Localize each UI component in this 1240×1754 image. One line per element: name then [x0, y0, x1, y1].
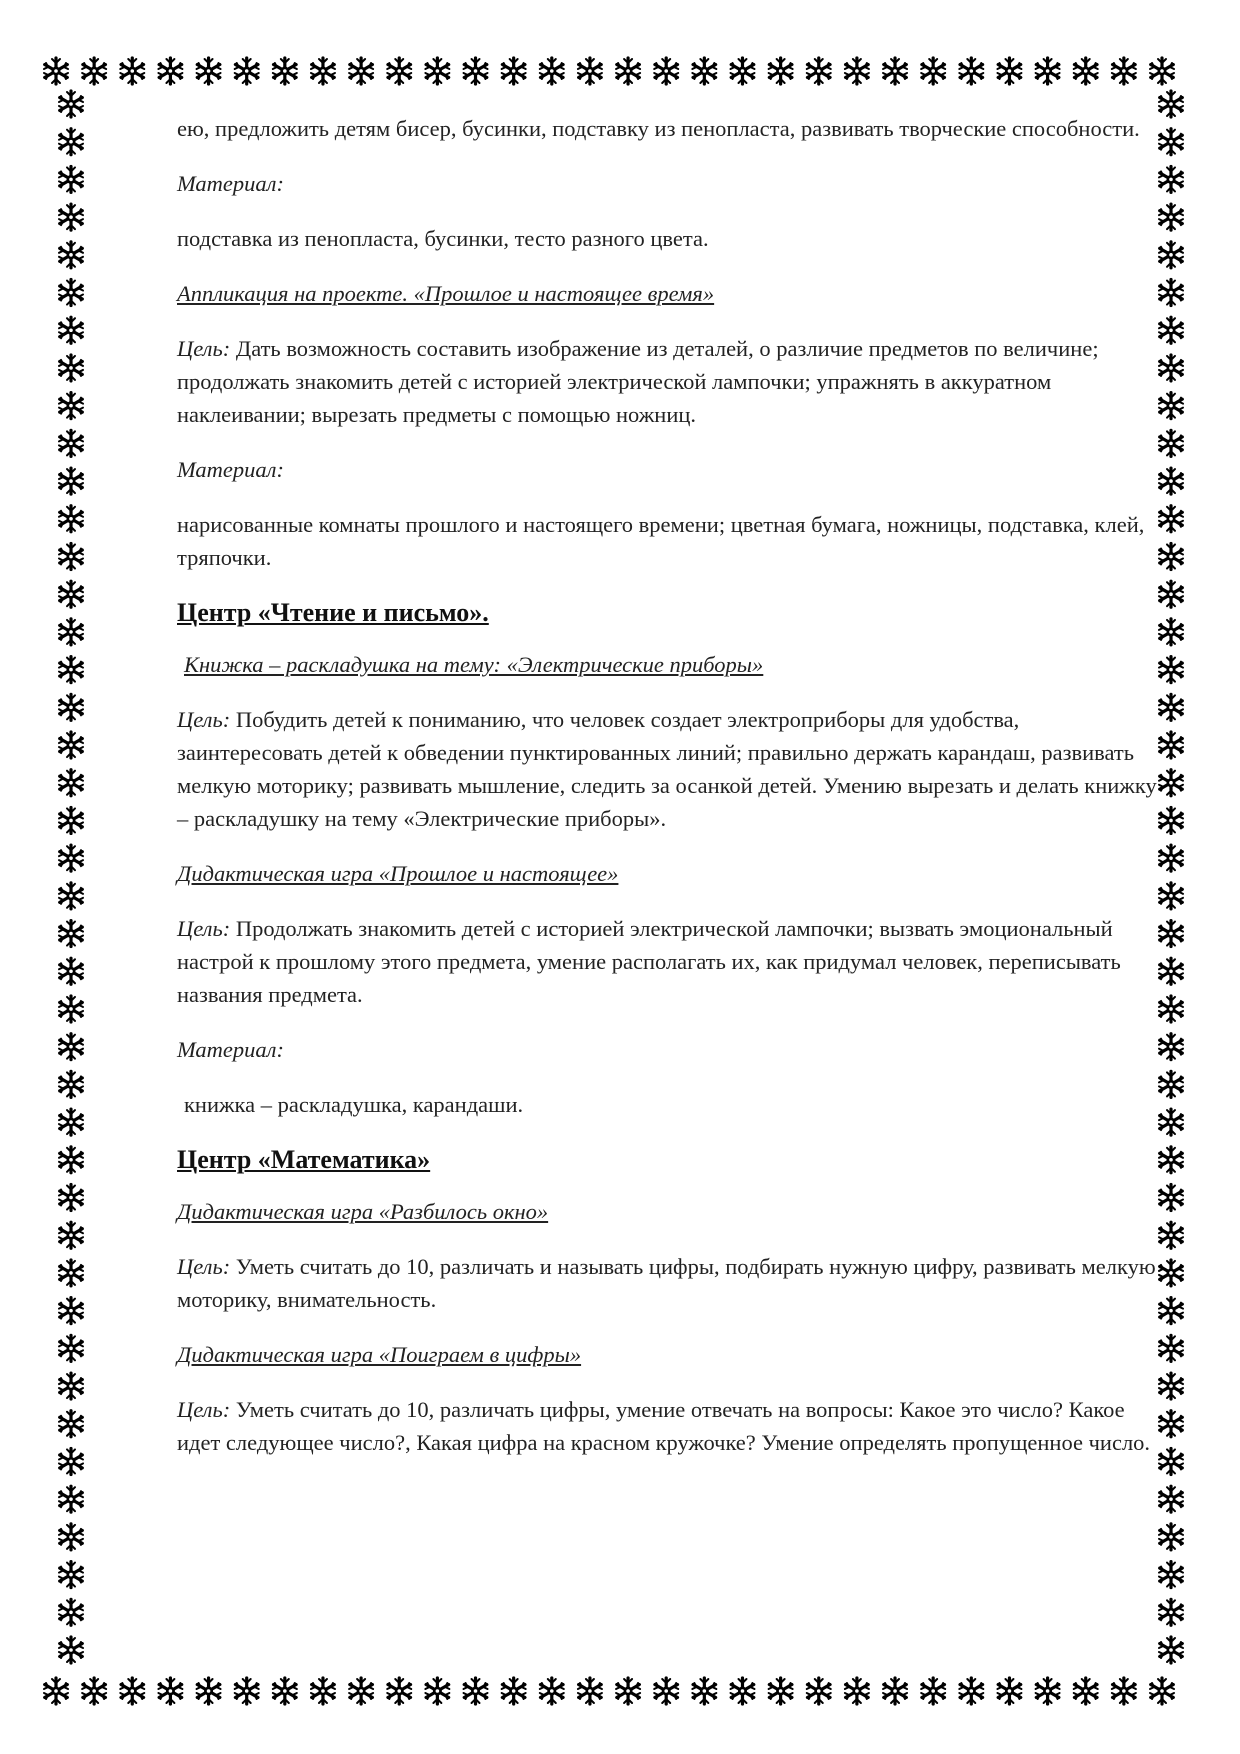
subheading: Дидактическая игра «Разбилось окно» [177, 1199, 549, 1224]
snowflake-star-icon [59, 1562, 83, 1588]
snowflake-star-icon [59, 1373, 83, 1399]
snowflake-star-icon [59, 1147, 83, 1173]
snowflake-star-icon [59, 280, 83, 306]
snowflake-star-icon [59, 317, 83, 343]
snowflake-star-icon [1159, 958, 1183, 984]
snowflake-star-icon [59, 1260, 83, 1286]
snowflake-star-icon [1159, 619, 1183, 645]
snowflake-star-icon [59, 883, 83, 909]
snowflake-star-icon [59, 543, 83, 569]
snowflake-star-icon [692, 1678, 716, 1704]
snowflake-star-icon [1159, 1411, 1183, 1437]
snowflake-star-icon [1159, 1109, 1183, 1135]
top-border-svg [0, 48, 1240, 94]
section-heading: Центр «Математика» [177, 1145, 431, 1174]
snowflake-star-icon [883, 1678, 907, 1704]
snowflake-star-icon [1159, 1034, 1183, 1060]
snowflake-star-icon [1159, 129, 1183, 155]
snowflake-star-icon [349, 1678, 373, 1704]
top-ornament-border [0, 48, 1240, 94]
snowflake-star-icon [59, 91, 83, 117]
snowflake-star-icon [1159, 1562, 1183, 1588]
snowflake-star-icon [235, 58, 259, 84]
snowflake-star-icon [59, 1222, 83, 1248]
snowflake-star-icon [1159, 393, 1183, 419]
snowflake-star-icon [959, 1678, 983, 1704]
snowflake-star-icon [921, 1678, 945, 1704]
snowflake-star-icon [1159, 657, 1183, 683]
snowflake-star-icon [883, 58, 907, 84]
snowflake-star-icon [59, 1335, 83, 1361]
snowflake-star-icon [425, 58, 449, 84]
snowflake-star-icon [59, 355, 83, 381]
snowflake-star-icon [59, 430, 83, 456]
snowflake-star-icon [654, 58, 678, 84]
snowflake-star-icon [197, 58, 221, 84]
subheading: Книжка – раскладушка на тему: «Электрические приборы» [184, 652, 764, 677]
snowflake-star-icon [769, 1678, 793, 1704]
snowflake-star-icon [59, 1071, 83, 1097]
snowflake-star-icon [502, 58, 526, 84]
snowflake-star-icon [1159, 1298, 1183, 1324]
snowflake-star-icon [1159, 1335, 1183, 1361]
snowflake-star-icon [540, 1678, 564, 1704]
snowflake-star-icon [1159, 1147, 1183, 1173]
subheading: Аппликация на проекте. «Прошлое и настоящее время» [177, 281, 715, 306]
snowflake-star-icon [1036, 1678, 1060, 1704]
snowflake-star-icon [540, 58, 564, 84]
snowflake-star-icon [769, 58, 793, 84]
snowflake-star-icon [59, 1298, 83, 1324]
snowflake-star-icon [1159, 1185, 1183, 1211]
snowflake-star-icon [59, 1486, 83, 1512]
snowflake-star-icon [1112, 1678, 1136, 1704]
snowflake-star-icon [273, 58, 297, 84]
snowflake-star-icon [1159, 1373, 1183, 1399]
snowflake-star-icon [59, 1411, 83, 1437]
paragraph: нарисованные комнаты прошлого и настоящего времени; цветная бумага, ножницы, подставка, клей, тряпочки. [177, 512, 1145, 570]
goal-paragraph [177, 912, 1157, 1011]
snowflake-star-icon [921, 58, 945, 84]
goal-text: Побудить детей к пониманию, что человек создает электроприборы для удобства, заинтересовать детей к обведении пунктированных линий; правильно держать карандаш, развивать мелкую моторику; развивать мышление, следить за осанкой детей. Умению вырезать и делать книжку – раскладушку на тему «Электрические приборы». [177, 707, 1157, 831]
goal-text: Уметь считать до 10, различать цифры, умение отвечать на вопросы: Какое это число? Какое идет следующее число?, Какая цифра на красном кружочке? Умение определять пропущенное число. [177, 1397, 1151, 1455]
snowflake-star-icon [1159, 166, 1183, 192]
snowflake-star-icon [845, 1678, 869, 1704]
snowflake-star-icon [1159, 921, 1183, 947]
snowflake-star-icon [654, 1678, 678, 1704]
snowflake-star-icon [59, 204, 83, 230]
snowflake-star-icon [845, 58, 869, 84]
subheading: Дидактическая игра «Прошлое и настоящее» [177, 861, 619, 886]
snowflake-star-icon [616, 1678, 640, 1704]
snowflake-star-icon [1159, 770, 1183, 796]
snowflake-star-icon [59, 694, 83, 720]
snowflake-star-icon [1159, 732, 1183, 758]
goal-paragraph [177, 1393, 1157, 1459]
snowflake-star-icon [59, 770, 83, 796]
snowflake-star-icon [1159, 468, 1183, 494]
snowflake-star-icon [120, 58, 144, 84]
snowflake-star-icon [1159, 242, 1183, 268]
snowflake-star-icon [1074, 1678, 1098, 1704]
snowflake-star-icon [997, 58, 1021, 84]
snowflake-star-icon [1159, 581, 1183, 607]
snowflake-star-icon [1159, 1448, 1183, 1474]
snowflake-star-icon [1159, 506, 1183, 532]
snowflake-star-icon [807, 58, 831, 84]
snowflake-star-icon [387, 1678, 411, 1704]
snowflake-star-icon [197, 1678, 221, 1704]
snowflake-star-icon [578, 1678, 602, 1704]
snowflake-star-icon [59, 581, 83, 607]
bottom-ornament-border [0, 1668, 1240, 1714]
snowflake-star-icon [997, 1678, 1021, 1704]
snowflake-star-icon [1159, 91, 1183, 117]
goal-paragraph [177, 332, 1157, 431]
snowflake-star-icon [1036, 58, 1060, 84]
snowflake-star-icon [1159, 1260, 1183, 1286]
goal-paragraph [177, 1250, 1157, 1316]
subheading: Дидактическая игра «Поиграем в цифры» [177, 1342, 582, 1367]
snowflake-star-icon [1159, 355, 1183, 381]
snowflake-star-icon [59, 242, 83, 268]
snowflake-star-icon [59, 166, 83, 192]
snowflake-star-icon [59, 958, 83, 984]
snowflake-star-icon [425, 1678, 449, 1704]
snowflake-star-icon [1159, 1599, 1183, 1625]
snowflake-star-icon [502, 1678, 526, 1704]
goal-label: Цель: [177, 1397, 231, 1422]
snowflake-star-icon [273, 1678, 297, 1704]
material-label: Материал: [177, 1037, 284, 1062]
snowflake-star-icon [1159, 280, 1183, 306]
left-ornament-border [48, 0, 94, 1754]
snowflake-star-icon [59, 468, 83, 494]
page-content [177, 112, 1157, 1481]
snowflake-star-icon [59, 619, 83, 645]
snowflake-star-icon [59, 1109, 83, 1135]
snowflake-star-icon [59, 1448, 83, 1474]
snowflake-star-icon [59, 996, 83, 1022]
snowflake-star-icon [59, 1524, 83, 1550]
goal-text: Продолжать знакомить детей с историей электрической лампочки; вызвать эмоциональный настрой к прошлому этого предмета, умение располагать их, как придумал человек, переписывать названия предмета. [177, 916, 1121, 1007]
snowflake-star-icon [1159, 543, 1183, 569]
snowflake-star-icon [59, 921, 83, 947]
material-label: Материал: [177, 171, 284, 196]
bottom-border-svg [0, 1668, 1240, 1714]
snowflake-star-icon [59, 845, 83, 871]
snowflake-star-icon [1159, 1071, 1183, 1097]
snowflake-star-icon [692, 58, 716, 84]
paragraph: книжка – раскладушка, карандаши. [184, 1092, 524, 1117]
paragraph: подставка из пенопласта, бусинки, тесто разного цвета. [177, 226, 709, 251]
snowflake-star-icon [120, 1678, 144, 1704]
snowflake-star-icon [616, 58, 640, 84]
snowflake-star-icon [1159, 1637, 1183, 1663]
snowflake-star-icon [1159, 1524, 1183, 1550]
snowflake-star-icon [59, 807, 83, 833]
goal-label: Цель: [177, 336, 231, 361]
snowflake-star-icon [158, 58, 182, 84]
goal-label: Цель: [177, 1254, 231, 1279]
snowflake-star-icon [464, 1678, 488, 1704]
paragraph: ею, предложить детям бисер, бусинки, подставку из пенопласта, развивать творческие способности. [177, 116, 1140, 141]
snowflake-star-icon [807, 1678, 831, 1704]
snowflake-star-icon [59, 1034, 83, 1060]
snowflake-star-icon [730, 58, 754, 84]
snowflake-star-icon [1159, 694, 1183, 720]
snowflake-star-icon [387, 58, 411, 84]
snowflake-star-icon [1159, 807, 1183, 833]
snowflake-star-icon [1159, 996, 1183, 1022]
section-heading: Центр «Чтение и письмо». [177, 598, 489, 627]
snowflake-star-icon [1159, 317, 1183, 343]
goal-label: Цель: [177, 707, 231, 732]
snowflake-star-icon [59, 506, 83, 532]
snowflake-star-icon [1112, 58, 1136, 84]
snowflake-star-icon [959, 58, 983, 84]
snowflake-star-icon [235, 1678, 259, 1704]
snowflake-star-icon [59, 657, 83, 683]
snowflake-star-icon [1159, 204, 1183, 230]
snowflake-star-icon [1159, 845, 1183, 871]
snowflake-star-icon [59, 1185, 83, 1211]
snowflake-star-icon [1074, 58, 1098, 84]
goal-text: Дать возможность составить изображение из деталей, о различие предметов по величине; продолжать знакомить детей с историей электрической лампочки; упражнять в аккуратном наклеивании; вырезать предметы с помощью ножниц. [177, 336, 1099, 427]
goal-paragraph [177, 703, 1157, 835]
snowflake-star-icon [311, 58, 335, 84]
snowflake-star-icon [311, 1678, 335, 1704]
snowflake-star-icon [59, 129, 83, 155]
snowflake-star-icon [1159, 883, 1183, 909]
snowflake-star-icon [578, 58, 602, 84]
snowflake-star-icon [59, 732, 83, 758]
material-label: Материал: [177, 457, 284, 482]
goal-text: Уметь считать до 10, различать и называть цифры, подбирать нужную цифру, развивать мелкую моторику, внимательность. [177, 1254, 1156, 1312]
snowflake-star-icon [1159, 1222, 1183, 1248]
snowflake-star-icon [730, 1678, 754, 1704]
goal-label: Цель: [177, 916, 231, 941]
snowflake-star-icon [158, 1678, 182, 1704]
snowflake-star-icon [1159, 1486, 1183, 1512]
snowflake-star-icon [59, 1637, 83, 1663]
snowflake-star-icon [59, 393, 83, 419]
left-border-svg [48, 0, 94, 1754]
snowflake-star-icon [59, 1599, 83, 1625]
snowflake-star-icon [1159, 430, 1183, 456]
snowflake-star-icon [464, 58, 488, 84]
snowflake-star-icon [349, 58, 373, 84]
